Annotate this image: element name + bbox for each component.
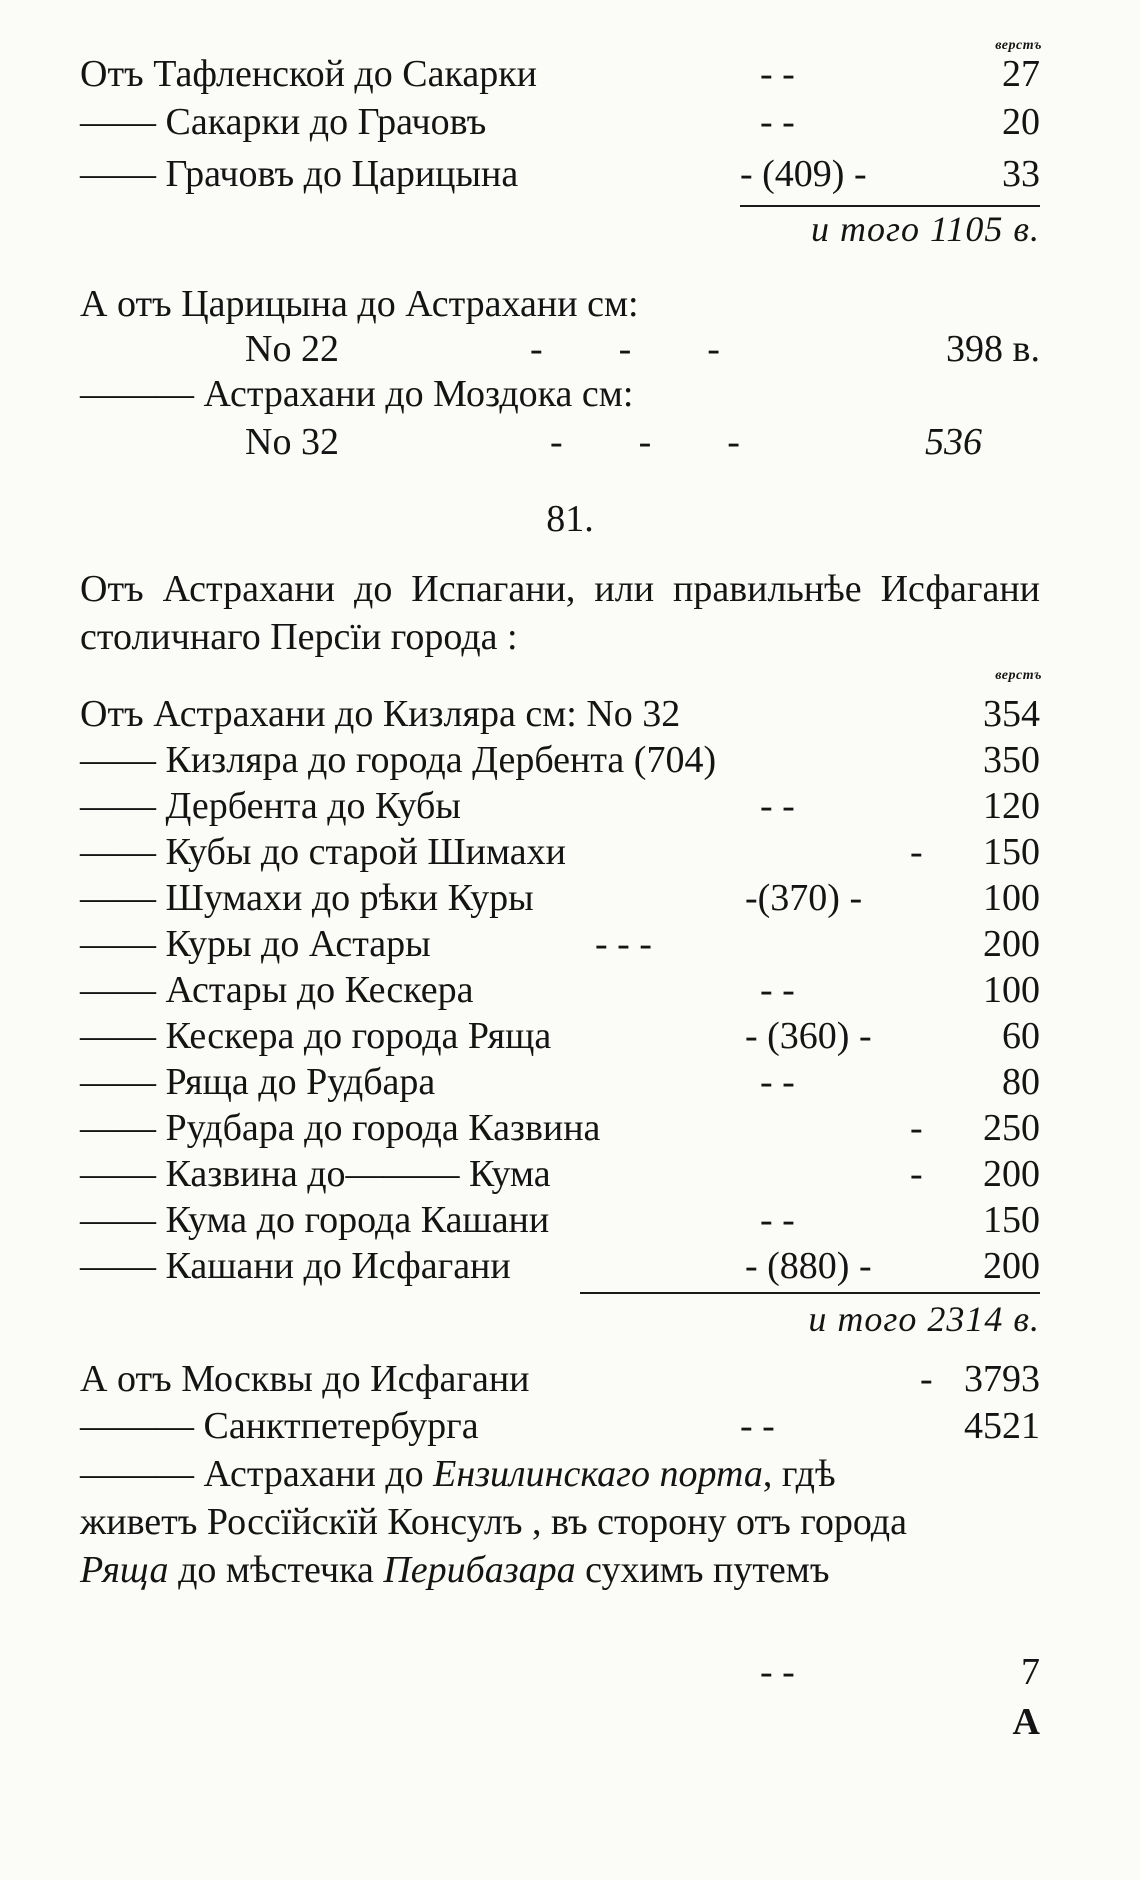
section-title: Отъ Астрахани до Испагани, или правильнѣе Исфагани столичнаго Персїи города : [80, 568, 1040, 658]
route-note: - (360) - [745, 1015, 872, 1057]
route-dashes: - - [760, 53, 795, 95]
para-text: , гдѣ живетъ Россїйскїй Консулъ , въ сторону отъ города [80, 1453, 907, 1543]
route-row [0, 1355, 1140, 1403]
route-row [0, 736, 1140, 784]
route-row [0, 1196, 1140, 1244]
ref-km: 398 в. [946, 328, 1040, 370]
route-dashes: - - [760, 1061, 795, 1103]
ref-dashes: - - - [550, 421, 740, 463]
route-km: 100 [983, 969, 1040, 1011]
route-note: - (409) - [740, 153, 867, 195]
total-section: и того 2314 в. [808, 1299, 1040, 1339]
route-text: —— Астары до Кескера [80, 969, 474, 1011]
route-row [0, 1402, 1140, 1450]
route-note: - (880) - [745, 1245, 872, 1287]
route-text: —— Ряща до Рудбара [80, 1061, 436, 1103]
route-row [0, 782, 1140, 830]
unit-header-top: верстъ [995, 38, 1042, 53]
ref-row [0, 370, 1140, 418]
ref-text: ——— Астрахани до Моздока см: [80, 373, 634, 415]
ref-row [0, 280, 1140, 328]
route-text: —— Кескера до города Ряща [80, 1015, 552, 1057]
route-text: —— Куры до Астары [80, 923, 431, 965]
para-italic: Ензилинскаго порта [433, 1453, 763, 1495]
route-text: А отъ Москвы до Исфагани [80, 1358, 530, 1400]
route-row [0, 920, 1140, 968]
route-row [0, 1012, 1140, 1060]
ref-row [0, 325, 1140, 373]
route-km: 4521 [964, 1405, 1040, 1447]
route-dashes: - - [740, 1405, 775, 1447]
ref-text: А отъ Царицына до Астрахани см: [80, 283, 639, 325]
total-top: и того 1105 в. [811, 209, 1040, 249]
route-km: 100 [983, 877, 1040, 919]
route-km: 200 [983, 1245, 1040, 1287]
route-row [0, 98, 1140, 146]
route-row [0, 1242, 1140, 1290]
route-km: 250 [983, 1107, 1040, 1149]
para-text: ——— Астрахани до [80, 1453, 434, 1495]
route-km: 27 [1002, 53, 1040, 95]
route-km: 33 [1002, 153, 1040, 195]
route-row [0, 874, 1140, 922]
route-km: 60 [1002, 1015, 1040, 1057]
route-text: Отъ Тафленской до Сакарки [80, 53, 538, 95]
route-text: —— Казвина до——— Кума [80, 1153, 551, 1195]
route-row [0, 50, 1140, 98]
route-km: 150 [983, 1199, 1040, 1241]
route-text: —— Кума до города Кашани [80, 1199, 550, 1241]
catchword: А [1012, 1701, 1040, 1743]
route-text: —— Шумахи до рѣки Куры [80, 877, 534, 919]
route-dashes: - - [760, 101, 795, 143]
route-km: 80 [1002, 1061, 1040, 1103]
para-italic: Перибазара [383, 1549, 576, 1591]
route-text: Отъ Астрахани до Кизляра см: No 32 [80, 693, 681, 735]
para-italic: Ряща [80, 1549, 169, 1591]
para-end-row [0, 1648, 1140, 1696]
route-dashes: - - - [595, 923, 652, 965]
route-text: —— Сакарки до Грачовъ [80, 101, 487, 143]
route-row [0, 690, 1140, 738]
unit-header-section: верстъ [995, 668, 1042, 683]
para-text: до мѣстечка [168, 1549, 384, 1591]
ref-number: No 22 [245, 328, 339, 370]
route-dashes: - - [760, 785, 795, 827]
route-km: 20 [1002, 101, 1040, 143]
para-text: сухимъ путемъ [575, 1549, 830, 1591]
route-km: 350 [983, 739, 1040, 781]
route-row [0, 1150, 1140, 1198]
ref-row [0, 418, 1140, 466]
route-row [0, 966, 1140, 1014]
route-km: 3793 [964, 1358, 1040, 1400]
route-km: 200 [983, 1153, 1040, 1195]
sum-rule [740, 205, 1040, 207]
route-row [0, 150, 1140, 198]
route-text: ——— Санктпетербурга [80, 1405, 479, 1447]
sum-rule [580, 1292, 1040, 1294]
route-dashes: - - [760, 969, 795, 1011]
ref-km: 536 [925, 421, 982, 463]
route-text: —— Кубы до старой Шимахи [80, 831, 566, 873]
consul-paragraph [80, 1450, 950, 1594]
route-text: —— Дербента до Кубы [80, 785, 461, 827]
ref-number: No 32 [245, 421, 339, 463]
route-row [0, 1058, 1140, 1106]
route-row [0, 828, 1140, 876]
route-dashes: - [910, 1107, 923, 1149]
route-text: —— Кашани до Исфагани [80, 1245, 511, 1287]
route-km: 7 [1021, 1651, 1040, 1693]
route-note: -(370) - [745, 877, 863, 919]
route-row [0, 1104, 1140, 1152]
route-text: —— Кизляра до города Дербента (704) [80, 739, 717, 781]
route-dashes: - [920, 1358, 933, 1400]
route-dashes: - [910, 831, 923, 873]
route-text: —— Рудбара до города Казвина [80, 1107, 601, 1149]
route-km: 120 [983, 785, 1040, 827]
section-number: 81. [546, 498, 594, 540]
route-dashes: - - [760, 1651, 795, 1693]
route-dashes: - [910, 1153, 923, 1195]
route-text: —— Грачовъ до Царицына [80, 153, 519, 195]
ref-dashes: - - - [530, 328, 720, 370]
route-dashes: - - [760, 1199, 795, 1241]
route-km: 150 [983, 831, 1040, 873]
route-km: 200 [983, 923, 1040, 965]
route-km: 354 [983, 693, 1040, 735]
